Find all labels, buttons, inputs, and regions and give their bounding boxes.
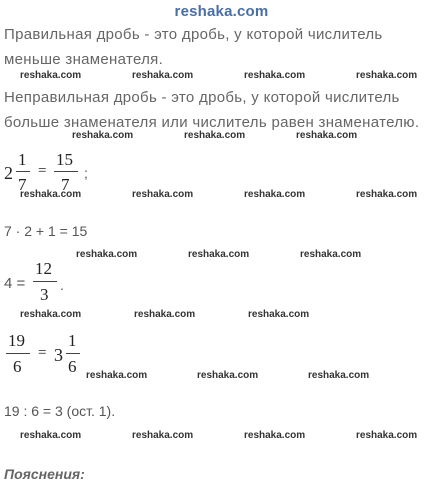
fraction-bar <box>66 353 80 354</box>
watermark: reshaka.com <box>184 130 246 141</box>
watermark: reshaka.com <box>244 430 306 441</box>
improper-fraction-definition-line1: Неправильная дробь - это дробь, у которой числитель <box>4 89 400 106</box>
example2-denominator: 3 <box>40 285 49 304</box>
example1-numerator: 1 <box>18 150 27 169</box>
fraction-bar <box>16 171 30 172</box>
equals-sign: = <box>38 345 47 361</box>
watermark: reshaka.com <box>134 309 196 320</box>
watermark: reshaka.com <box>132 189 194 200</box>
watermark: reshaka.com <box>356 430 418 441</box>
watermark: reshaka.com <box>197 370 259 381</box>
example3-numerator: 19 <box>8 331 25 350</box>
watermark: reshaka.com <box>296 130 358 141</box>
equals-sign: = <box>38 163 47 179</box>
watermark: reshaka.com <box>86 370 148 381</box>
example3-result-denominator: 6 <box>68 357 77 376</box>
period: . <box>60 277 64 293</box>
watermark: reshaka.com <box>356 70 418 81</box>
watermark: reshaka.com <box>132 70 194 81</box>
improper-fraction-definition-line2: больше знаменателя или числитель равен знаменателю. <box>4 114 420 131</box>
watermark: reshaka.com <box>244 189 306 200</box>
watermark: reshaka.com <box>308 370 370 381</box>
watermark: reshaka.com <box>244 70 306 81</box>
proper-fraction-definition-line1: Правильная дробь - это дробь, у которой числитель <box>4 26 383 43</box>
watermark: reshaka.com <box>248 309 310 320</box>
example2-numerator: 12 <box>35 259 52 278</box>
watermark: reshaka.com <box>132 430 194 441</box>
watermark: reshaka.com <box>76 249 138 260</box>
explanations-heading: Пояснения: <box>4 466 85 482</box>
fraction-bar <box>54 171 78 172</box>
fraction-bar <box>6 353 30 354</box>
semicolon: ; <box>84 165 88 181</box>
example1-result-numerator: 15 <box>56 150 73 169</box>
example1-denominator: 7 <box>18 175 27 194</box>
example3-denominator: 6 <box>13 357 22 376</box>
computation1: 7 · 2 + 1 = 15 <box>4 223 88 239</box>
example3-result-numerator: 1 <box>68 331 77 350</box>
watermark: reshaka.com <box>72 130 134 141</box>
watermark: reshaka.com <box>20 189 82 200</box>
site-title: reshaka.com <box>174 3 269 20</box>
watermark: reshaka.com <box>356 189 418 200</box>
watermark: reshaka.com <box>20 70 82 81</box>
watermark: reshaka.com <box>300 249 362 260</box>
fraction-bar <box>33 281 57 282</box>
proper-fraction-definition-line2: меньше знаменателя. <box>4 51 164 68</box>
example1-result-denominator: 7 <box>61 175 70 194</box>
watermark: reshaka.com <box>20 430 82 441</box>
watermark: reshaka.com <box>188 249 250 260</box>
computation2: 19 : 6 = 3 (ост. 1). <box>4 403 116 419</box>
example1-whole: 2 <box>4 163 13 183</box>
example2-left: 4 = <box>4 275 26 292</box>
example3-whole: 3 <box>54 345 63 365</box>
watermark: reshaka.com <box>20 309 82 320</box>
